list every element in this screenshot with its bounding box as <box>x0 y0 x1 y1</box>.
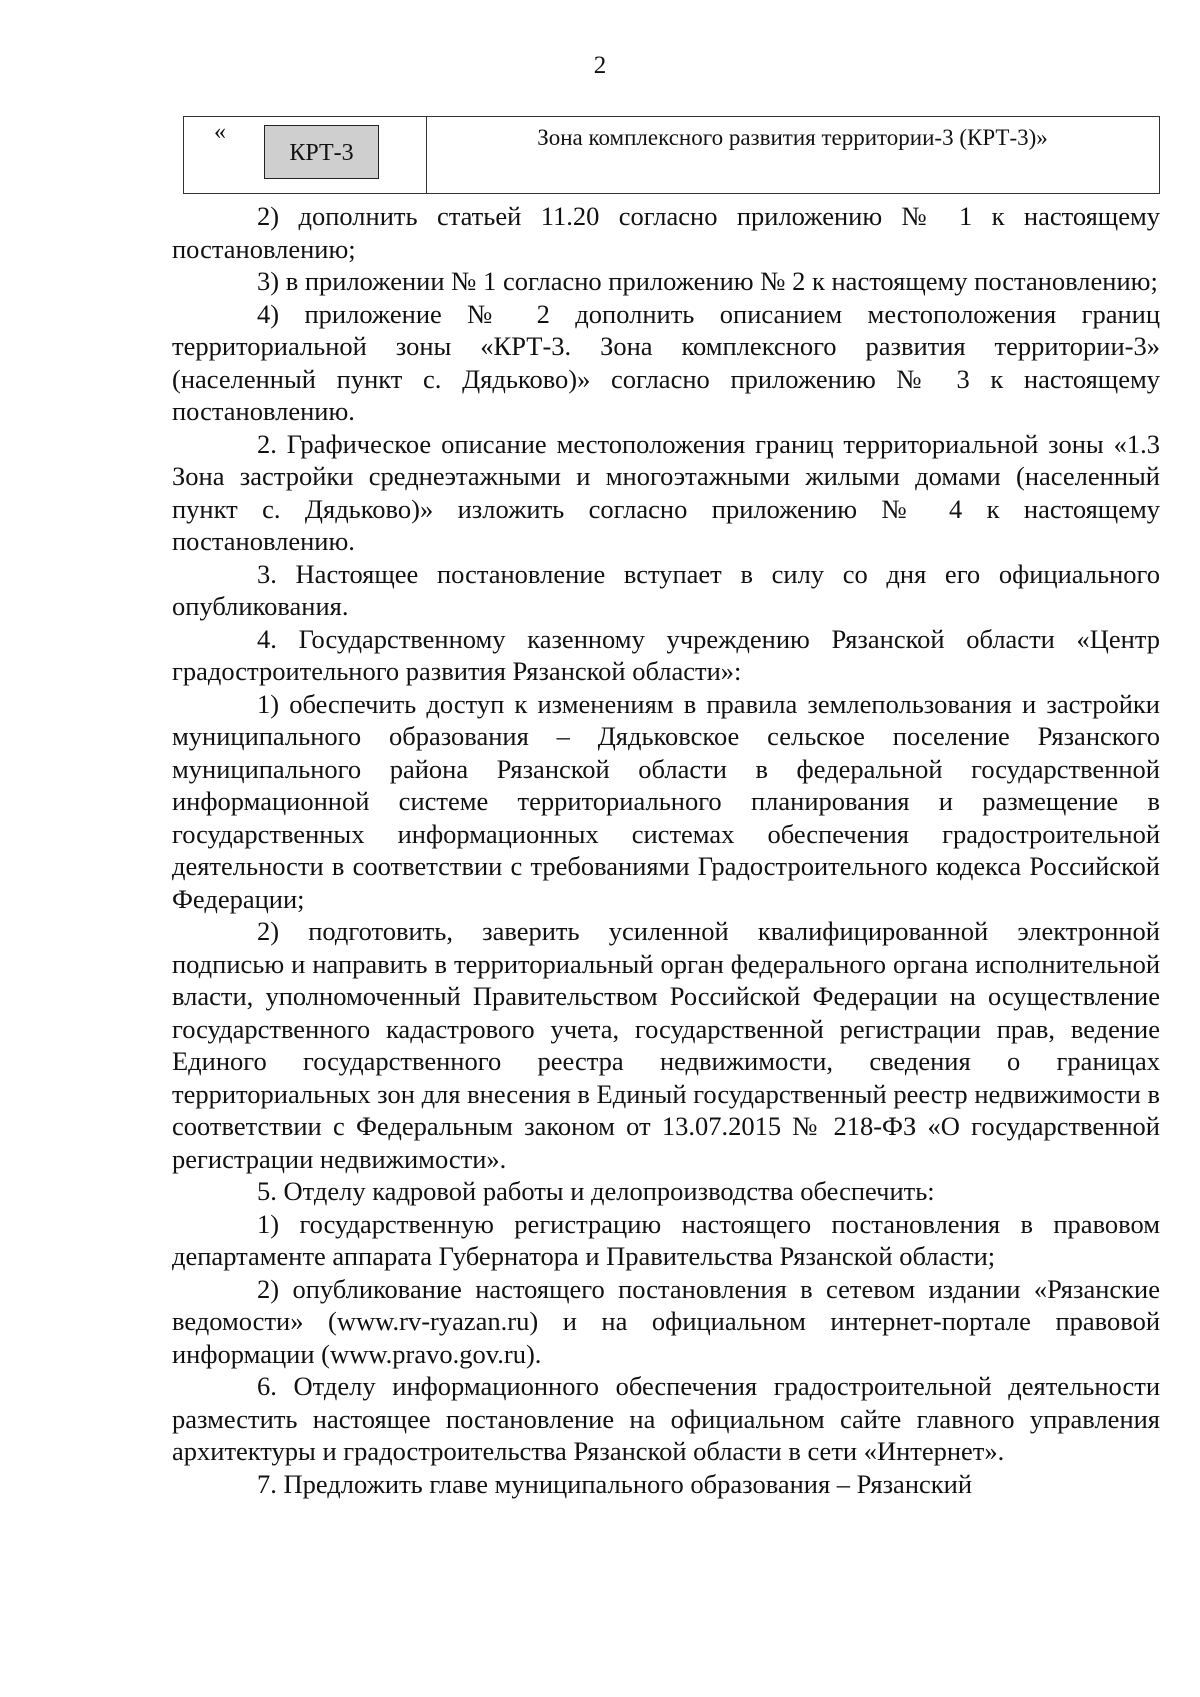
paragraph: 2) дополнить статьей 11.20 согласно приложению № 1 к настоящему постановлению; <box>172 201 1160 264</box>
zone-name: Зона комплексного развития территории-3 (КРТ-3)» <box>537 125 1048 150</box>
paragraph: 7. Предложить главе муниципального образования – Рязанский <box>257 1468 972 1499</box>
paragraph: 1) обеспечить доступ к изменениям в правила землепользования и застройки муниципального образования – Дядьковское сельское поселение Рязанского муниципального района Рязанской области в федеральной государственной информационной системе территориального планирования и размещение в государственных информационных системах обеспечения градостроительной деятельности в соответствии с требованиями Градостроительного кодекса Российской Федерации; <box>172 688 1160 914</box>
page-number: 2 <box>593 52 607 79</box>
paragraph: 4) приложение № 2 дополнить описанием местоположения границ территориальной зоны «КРТ-3. Зона комплексного развития территории-3» (населенный пункт с. Дядьково)» согласно приложению № 3 к настоящему постановлению. <box>172 298 1160 426</box>
document-body <box>172 200 1160 1500</box>
open-quote: « <box>214 119 226 145</box>
paragraph: 4. Государственному казенному учреждению Рязанской области «Центр градостроительного развития Рязанской области»: <box>172 623 1160 686</box>
zone-code-label: КРТ-3 <box>264 125 379 179</box>
paragraph: 5. Отделу кадровой работы и делопроизводства обеспечить: <box>257 1176 935 1206</box>
paragraph: 2) подготовить, заверить усиленной квалифицированной электронной подписью и направить в территориальный орган федерального органа исполнительной власти, уполномоченный Правительством Российской Федерации на осуществление государственного кадастрового учета, государственной регистрации прав, ведение Единого государственного реестра недвижимости, сведения о границах территориальных зон для внесения в Единый государственный реестр недвижимости в соответствии с Федеральным законом от 13.07.2015 № 218-ФЗ «О государственной регистрации недвижимости». <box>172 916 1160 1174</box>
paragraph: 2. Графическое описание местоположения границ территориальной зоны «1.3 Зона застройки среднеэтажными и многоэтажными жилыми домами (населенный пункт с. Дядьково)» изложить согласно приложению № 4 к настоящему постановлению. <box>172 428 1160 556</box>
paragraph: 6. Отделу информационного обеспечения градостроительной деятельности разместить настоящее постановление на официальном сайте главного управления архитектуры и градостроительства Рязанской области в сети «Интернет». <box>172 1371 1160 1466</box>
zone-table <box>183 116 1160 194</box>
paragraph: 3) в приложении № 1 согласно приложению № 2 к настоящему постановлению; <box>257 266 1158 296</box>
paragraph: 3. Настоящее постановление вступает в силу со дня его официального опубликования. <box>172 558 1160 621</box>
paragraph: 1) государственную регистрацию настоящего постановления в правовом департаменте аппарата Губернатора и Правительства Рязанской области; <box>172 1208 1160 1271</box>
paragraph: 2) опубликование настоящего постановления в сетевом издании «Рязанские ведомости» (www.rv-ryazan.ru) и на официальном интернет-портале правовой информации (www.pravo.gov.ru). <box>172 1273 1160 1369</box>
